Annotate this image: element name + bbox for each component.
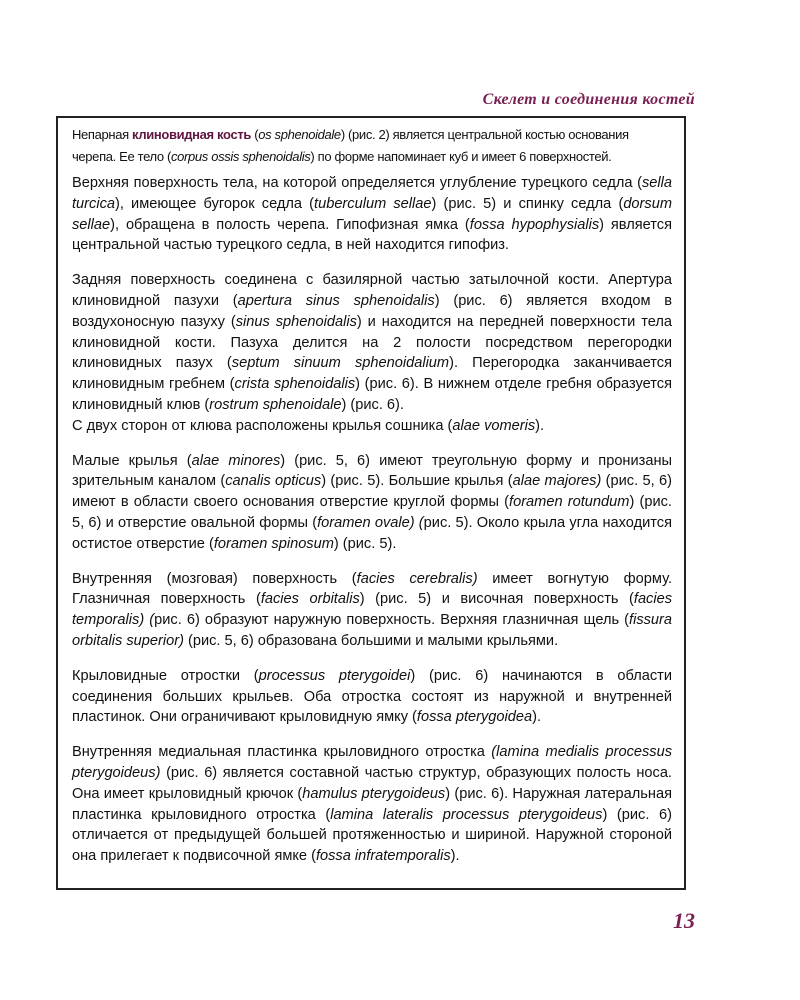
- text: ) (рис. 5) и спинку седла (: [431, 195, 624, 212]
- paragraph-internal-surface: [72, 569, 672, 652]
- text: ) (рис. 6) является входом в воздухоносную пазуху (: [72, 292, 672, 330]
- latin-term: fossa hypophysialis: [469, 216, 600, 233]
- text: С двух сторон от клюва расположены крылья сошника (: [72, 417, 453, 434]
- text: (рис. 5, 6) образована большими и малыми крыльями.: [183, 632, 559, 649]
- text: ) является центральной частью турецкого седла, в ней находится гипофиз.: [72, 216, 672, 254]
- latin-term: corpus ossis sphenoidalis: [171, 149, 311, 164]
- latin-term: sinus sphenoidalis: [235, 313, 357, 330]
- text: ) (рис. 5, 6) и отверстие овальной формы (: [72, 494, 672, 531]
- latin-term: fissura orbitalis superior): [72, 612, 673, 649]
- text: имеет вогнутую форму. Глазничная поверхность (: [72, 570, 672, 608]
- text: Задняя поверхность соединена с базилярной частью затылочной кости. Апертура клиновидной пазухи (: [72, 272, 672, 309]
- running-header: Скелет и соединения костей: [482, 91, 695, 108]
- latin-term: foramen spinosum: [213, 535, 334, 552]
- latin-term: hamulus pterygoideus: [302, 785, 446, 802]
- latin-term: facies orbitalis: [260, 591, 360, 608]
- latin-term: alae majores): [512, 473, 602, 490]
- text: ).: [532, 709, 542, 726]
- text: ) и находится на передней поверхности тела клиновидной кости. Пазуха делится на 2 полости посредством перегородки клиновидных пазух (: [72, 313, 672, 372]
- text: Внутренняя медиальная пластинка крыловидного отростка: [72, 744, 492, 761]
- latin-term: rostrum sphenoidale: [209, 396, 342, 413]
- text: ), обращена в полость черепа. Гипофизная ямка (: [110, 216, 470, 233]
- latin-term: crista sphenoidalis: [234, 376, 356, 393]
- intro-text: ) по форме напоминает куб и имеет 6 поверхностей.: [310, 149, 612, 164]
- latin-term: apertura sinus sphenoidalis: [237, 292, 435, 309]
- latin-term: os sphenoidale: [258, 127, 341, 142]
- latin-term: alae minores: [191, 452, 281, 469]
- intro-paragraph: [72, 124, 672, 168]
- latin-term: foramen rotundum: [509, 494, 630, 511]
- text: ), имеющее бугорок седла (: [114, 195, 315, 212]
- text: ). Перегородка заканчивается клиновидным гребнем (: [72, 355, 673, 393]
- intro-text: ) (рис. 2) является центральной костью основания черепа. Ее тело (: [72, 127, 629, 164]
- latin-term: canalis opticus: [225, 473, 322, 490]
- latin-term: (lamina medialis processus pterygoideus): [72, 744, 672, 781]
- latin-term: tuberculum sellae: [314, 195, 432, 212]
- latin-term: alae vomeris: [452, 417, 536, 434]
- text: (рис. 6) является составной частью структур, образующих полость носа. Она имеет крыловидный крючок (: [72, 764, 672, 802]
- latin-term: processus pterygoidei: [258, 667, 411, 684]
- text: ) (рис. 5).: [333, 535, 397, 552]
- text: рис. 6) образуют наружную поверхность. Верхняя глазничная щель (: [154, 612, 630, 629]
- text: рис. 5). Около крыла угла находится остистое отверстие (: [72, 514, 672, 552]
- text: Внутренняя (мозговая) поверхность (: [72, 570, 357, 587]
- latin-term: sella turcica: [72, 175, 672, 212]
- latin-term: septum sinuum sphenoidalium: [231, 355, 450, 372]
- intro-text: (: [251, 127, 259, 142]
- text: Малые крылья (: [72, 452, 192, 469]
- content-body: [72, 124, 672, 881]
- latin-term: lamina lateralis processus pterygoideus: [330, 806, 603, 823]
- latin-term: fossa infratemporalis: [315, 848, 451, 865]
- text: ) (рис. 6). В нижнем отделе гребня образуется клиновидный клюв (: [72, 376, 673, 413]
- paragraph-lamina: [72, 742, 672, 867]
- text: ) (рис. 6) отличается от предыдущей большей протяженностью и шириной. Наружной стороной она прилегает к подвисочной ямке (: [72, 806, 672, 865]
- bone-term: клиновидная кость: [132, 127, 251, 142]
- latin-term: facies cerebralis): [356, 570, 478, 587]
- page-number: 13: [673, 908, 695, 933]
- paragraph-wings: [72, 451, 672, 555]
- latin-term: facies temporalis) (: [72, 591, 673, 629]
- text: ) (рис. 6). Наружная латеральная пластинка крыловидного отростка (: [72, 785, 672, 823]
- paragraph-posterior-surface: [72, 270, 672, 436]
- text: ) (рис. 6).: [341, 396, 404, 413]
- text: ) (рис. 5). Большие крылья (: [321, 473, 513, 490]
- paragraph-pterygoid-processes: [72, 666, 672, 728]
- latin-term: dorsum sellae: [72, 195, 672, 233]
- text: ).: [535, 417, 545, 434]
- text: Верхняя поверхность тела, на которой определяется углубление турецкого седла (: [72, 175, 642, 191]
- text: (рис. 5, 6) имеют в области своего основания отверстие круглой формы (: [72, 473, 672, 511]
- latin-term: fossa pterygoidea: [416, 709, 533, 726]
- text: ) (рис. 5) и височная поверхность (: [359, 591, 634, 608]
- paragraph-upper-surface: [72, 173, 672, 256]
- text: ) (рис. 6) начинаются в области соединения больших крыльев. Оба отростка состоят из наружной и внутренней пластинок. Они ограничивают крыловидную ямку (: [72, 667, 672, 726]
- latin-term: foramen ovale) (: [317, 514, 424, 531]
- text: Крыловидные отростки (: [72, 667, 259, 684]
- intro-text: Непарная: [72, 127, 133, 142]
- text: ) (рис. 5, 6) имеют треугольную форму и пронизаны зрительным каналом (: [72, 452, 673, 490]
- text: ).: [450, 848, 460, 865]
